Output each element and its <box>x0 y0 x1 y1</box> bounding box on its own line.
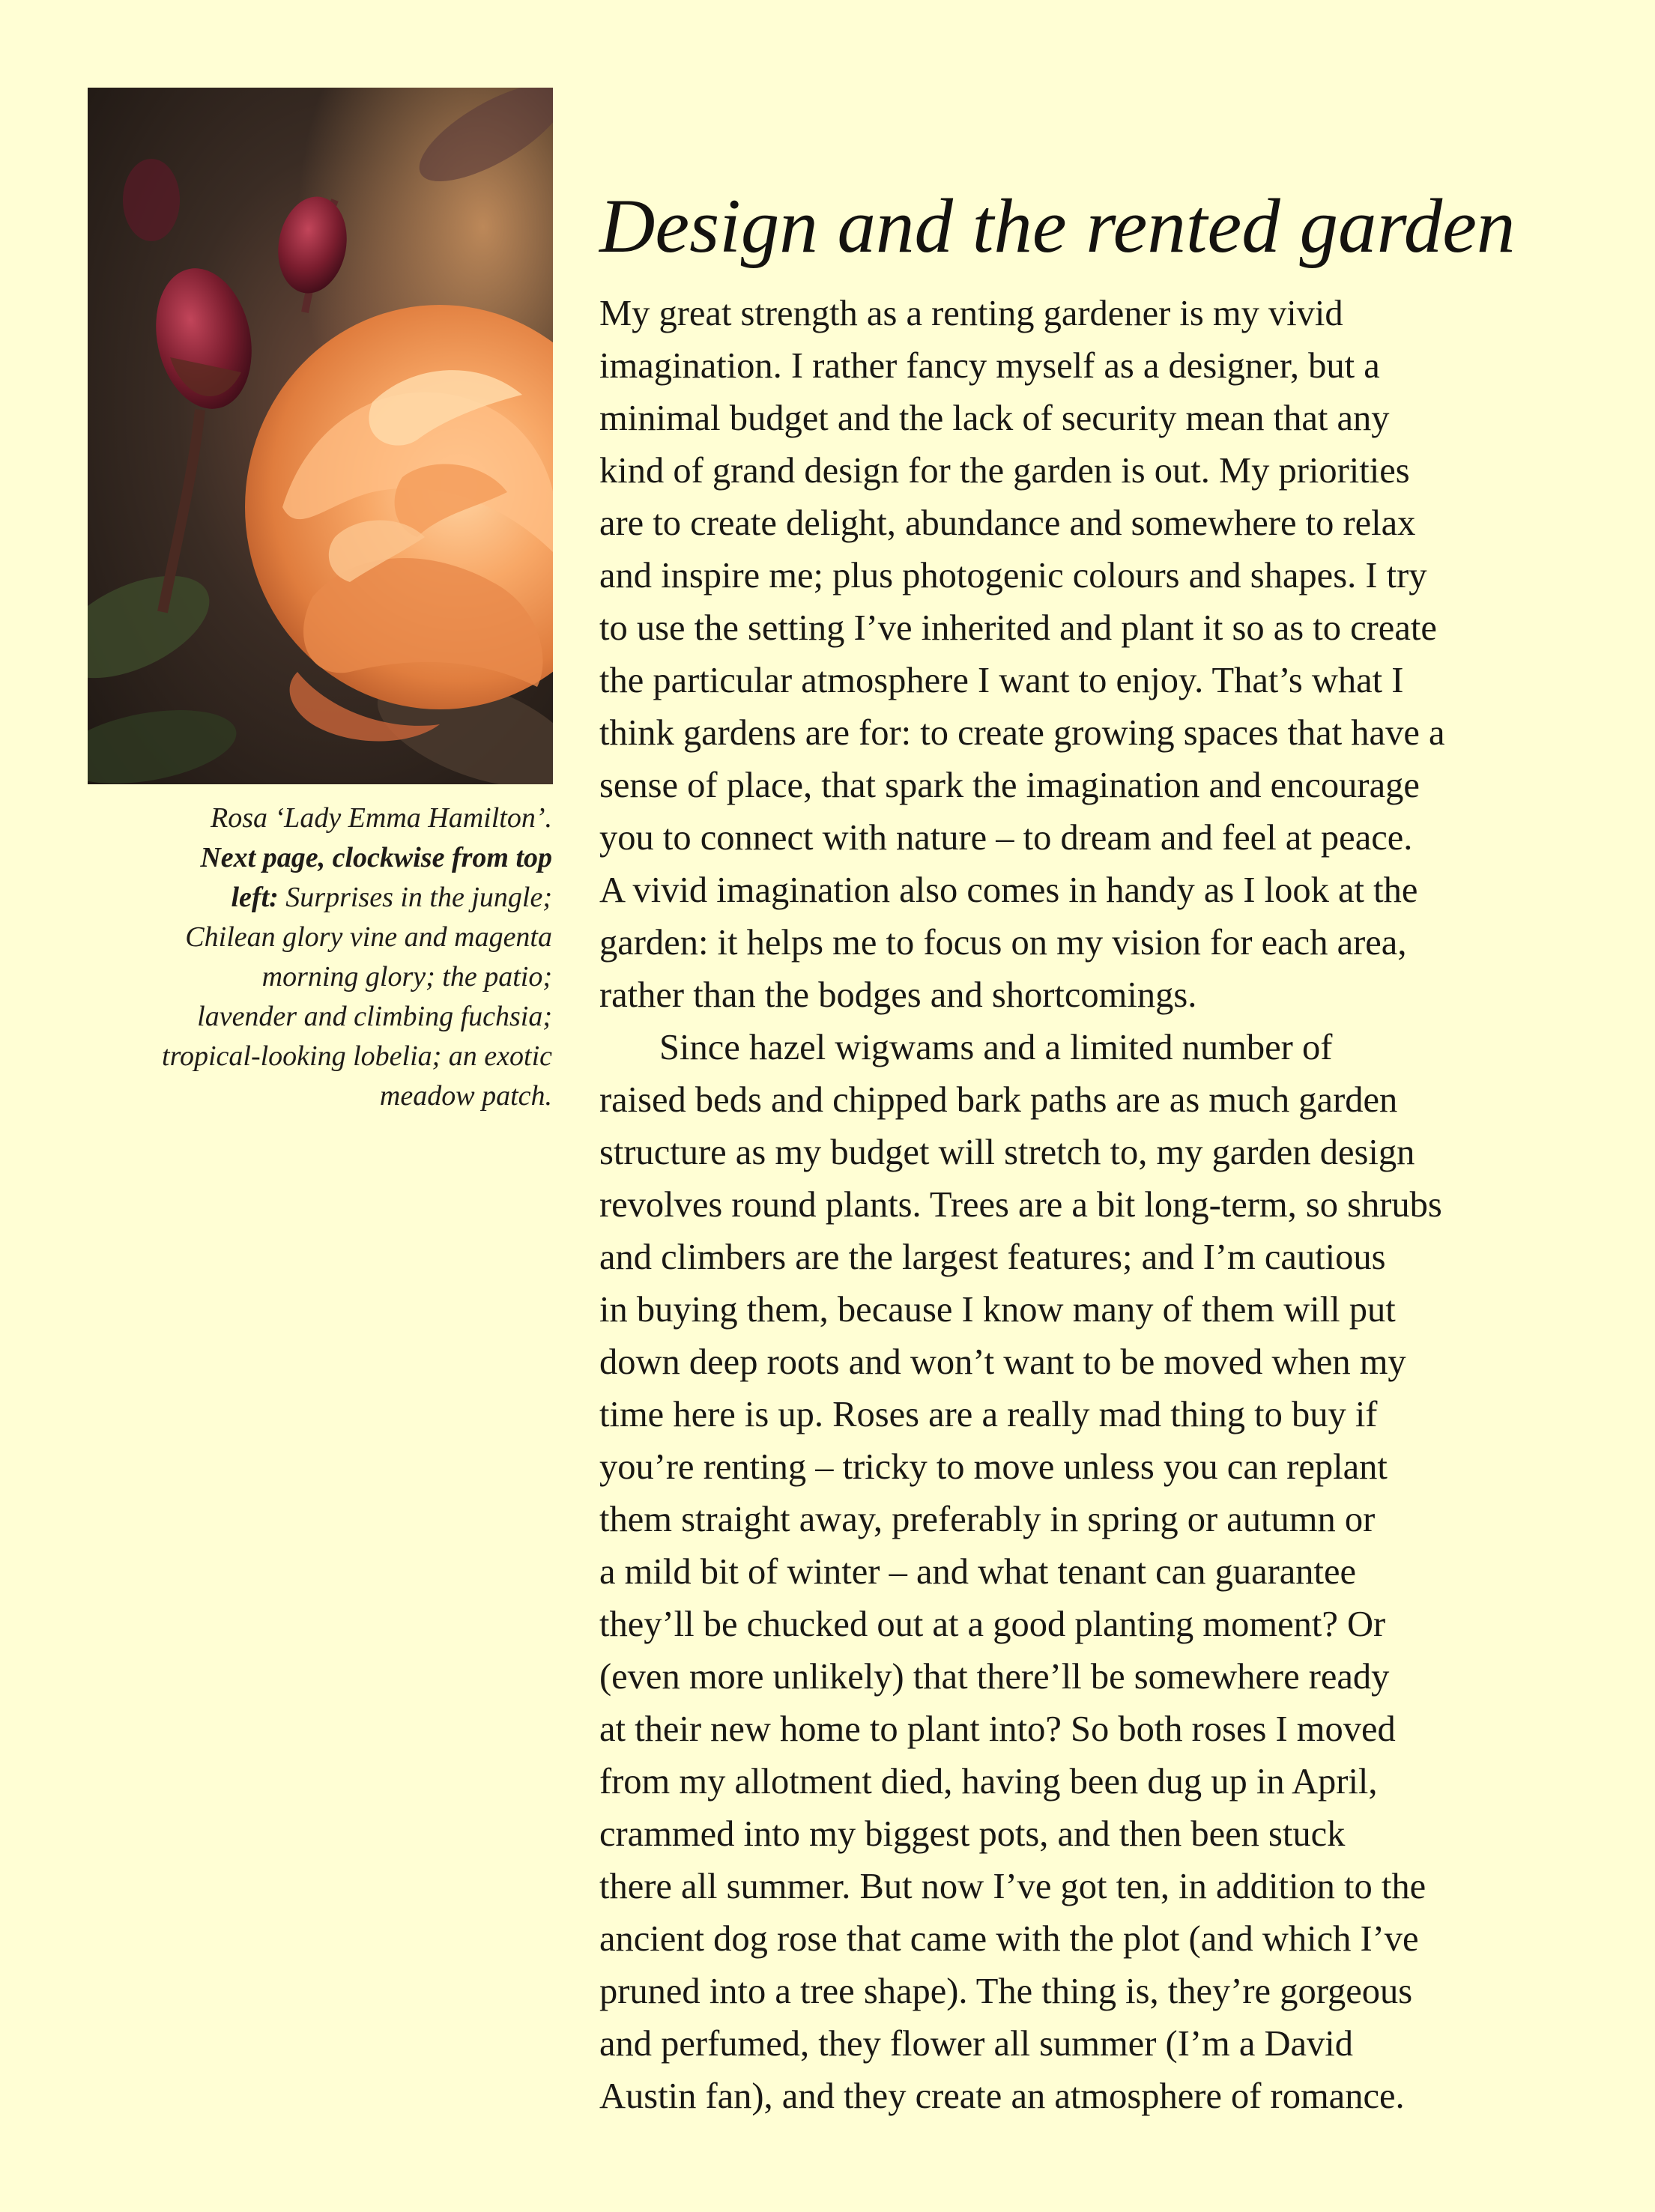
text-line: down deep roots and won’t want to be moved when my <box>599 1342 1406 1382</box>
text-line: pruned into a tree shape). The thing is, they’re gorgeous <box>599 1972 1413 2011</box>
photo-caption <box>75 799 552 1116</box>
text-line: they’ll be chucked out at a good planting moment? Or <box>599 1605 1386 1644</box>
text-line: and inspire me; plus photogenic colours and shapes. I try <box>599 556 1427 596</box>
text-line: to use the setting I’ve inherited and plant it so as to create <box>599 608 1437 648</box>
text-line: A vivid imagination also comes in handy as I look at the <box>599 870 1418 910</box>
rose-photo <box>88 88 553 784</box>
text-line: you to connect with nature – to dream and feel at peace. <box>599 818 1413 858</box>
text-line: rather than the bodges and shortcomings. <box>599 975 1197 1015</box>
text-line: them straight away, preferably in spring or autumn or <box>599 1500 1376 1539</box>
text-line: at their new home to plant into? So both roses I moved <box>599 1709 1396 1749</box>
text-line: ancient dog rose that came with the plot (and which I’ve <box>599 1919 1419 1959</box>
rose-illustration <box>88 88 553 784</box>
caption-line: Chilean glory vine and magenta <box>185 921 552 953</box>
rose-bud <box>123 159 180 241</box>
caption-line: meadow patch. <box>379 1080 552 1112</box>
caption-line: morning glory; the patio; <box>261 961 552 993</box>
text-line: garden: it helps me to focus on my vision for each area, <box>599 923 1407 963</box>
text-line: and climbers are the largest features; and I’m cautious <box>599 1237 1386 1277</box>
text-line: Austin fan), and they create an atmosphere of romance. <box>599 2076 1405 2116</box>
text-line: think gardens are for: to create growing spaces that have a <box>599 713 1445 753</box>
caption-line: left: Surprises in the jungle; <box>231 882 552 913</box>
text-line: a mild bit of winter – and what tenant can guarantee <box>599 1552 1357 1592</box>
caption-line: tropical-looking lobelia; an exotic <box>162 1040 552 1072</box>
text-line: minimal budget and the lack of security mean that any <box>599 399 1390 438</box>
text-line: revolves round plants. Trees are a bit long-term, so shrubs <box>599 1185 1442 1225</box>
caption-line: Next page, clockwise from top <box>200 842 552 873</box>
text-line: in buying them, because I know many of them will put <box>599 1290 1396 1330</box>
text-line: time here is up. Roses are a really mad thing to buy if <box>599 1395 1378 1434</box>
caption-line: lavender and climbing fuchsia; <box>197 1001 552 1032</box>
text-line: are to create delight, abundance and somewhere to relax <box>599 503 1416 543</box>
text-line: raised beds and chipped bark paths are as much garden <box>599 1080 1398 1120</box>
text-line: you’re renting – tricky to move unless you can replant <box>599 1447 1388 1487</box>
text-line: sense of place, that spark the imagination and encourage <box>599 766 1420 805</box>
text-line: and perfumed, they flower all summer (I’m a David <box>599 2024 1354 2064</box>
text-line: there all summer. But now I’ve got ten, in addition to the <box>599 1867 1426 1906</box>
caption-line: Rosa ‘Lady Emma Hamilton’. <box>211 802 552 834</box>
text-line: (even more unlikely) that there’ll be somewhere ready <box>599 1657 1390 1697</box>
text-line: kind of grand design for the garden is out. My priorities <box>599 451 1410 491</box>
text-line: the particular atmosphere I want to enjoy. That’s what I <box>599 661 1404 700</box>
text-line: crammed into my biggest pots, and then been stuck <box>599 1814 1346 1854</box>
text-line: imagination. I rather fancy myself as a designer, but a <box>599 346 1380 386</box>
text-line: from my allotment died, having been dug up in April, <box>599 1762 1378 1802</box>
text-line: structure as my budget will stretch to, my garden design <box>599 1133 1415 1172</box>
text-line: Since hazel wigwams and a limited number of <box>659 1028 1333 1067</box>
article-title: Design and the rented garden <box>599 184 1516 269</box>
article-body <box>599 288 1596 2123</box>
paragraph <box>599 1022 1596 2123</box>
text-line: My great strength as a renting gardener is my vivid <box>599 294 1343 333</box>
paragraph <box>599 288 1596 1022</box>
